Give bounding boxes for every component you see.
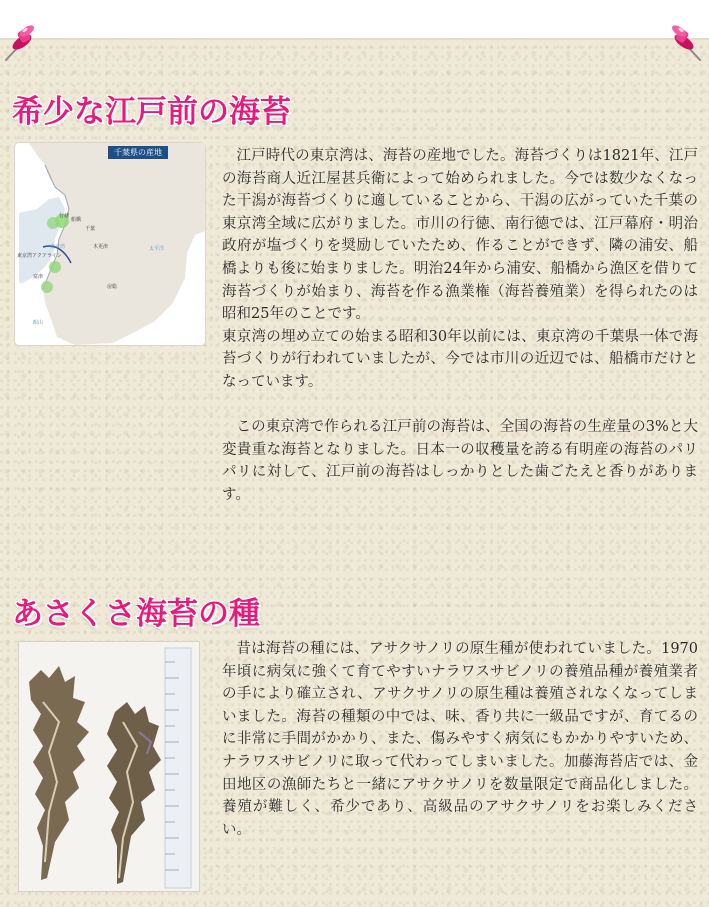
nori-specimen-graphic: [19, 642, 199, 891]
map-label-tokyo-bay: 東京湾: [50, 244, 66, 250]
map-label-boso: 房総: [107, 284, 118, 290]
chiba-map-graphic: [15, 143, 205, 345]
section2-body: [222, 638, 698, 841]
section-heading-rare-edomae-nori: 希少な江戸前の海苔: [12, 94, 291, 130]
paragraph: 昔は海苔の種には、アサクサノリの原生種が使われていました。1970年頃に病気に強くて育てやすいナラワスサビノリの養殖品種が養殖業者の手により確立され、アサクサノリの原生種は養殖されなくなってしまいました。海苔の種類の中では、味、香り共に一級品ですが、育てるのに非常に手間がかかり、また、傷みやすく病気にもかかりやすいため、ナラワスサビノリに取って代わってしまいました。加藤海苔店では、金田地区の漁師たちと一緒にアサクサノリを数量限定で商品化しました。養殖が難しく、希少であり、高級品のアサクサノリをお楽しみください。: [222, 641, 698, 838]
chiba-production-map: [15, 143, 205, 345]
paragraph-gap: [222, 394, 698, 417]
map-title: 千葉県の産地: [108, 146, 168, 159]
asakusa-nori-specimen-photo: [18, 641, 200, 892]
map-label-tateyama: 館山: [33, 320, 44, 326]
map-label-kisarazu: 木更津: [93, 244, 109, 250]
section-heading-asakusa-nori-seed: あさくさ海苔の種: [12, 596, 260, 632]
top-strip-edge: [0, 38, 709, 40]
map-label-funabashi: 船橋: [71, 217, 82, 223]
top-white-strip: [0, 0, 709, 38]
paragraph: 東京湾の埋め立ての始まる昭和30年以前には、東京湾の千葉県一体で海苔づくりが行われていましたが、今では市川の近辺では、船橋市だけとなっています。: [222, 328, 698, 390]
map-label-gyotoku: 行徳: [59, 213, 70, 219]
paragraph: この東京湾で作られる江戸前の海苔は、全国の海苔の生産量の3%と大変貴重な海苔となりました。日本一の収穫量を誇る有明産の海苔のパリパリに対して、江戸前の海苔はしっかりとした歯ごたえと香りがあります。: [222, 419, 698, 503]
pushpin-icon: [668, 24, 704, 64]
map-label-chiba: 千葉: [85, 226, 96, 232]
pushpin-icon: [2, 24, 38, 64]
paragraph: 江戸時代の東京湾は、海苔の産地でした。海苔づくりは1821年、江戸の海苔商人近江屋甚兵衛によって始められました。今では数少なくなった干潟が海苔づくりに適していることから、干潟の広がっていた千葉の東京湾全域に広がりました。市川の行徳、南行徳では、江戸幕府・明治政府が塩づくりを奨励していたため、作ることができず、隣の浦安、船橋よりも後に始まりました。明治24年から浦安、船橋から漁区を借りて海苔づくりが始まり、海苔を作る漁業権（海苔養殖業）を得られたのは昭和25年のことです。: [222, 148, 698, 323]
map-label-pacific: 太平洋: [149, 246, 165, 252]
map-label-aqualine: 東京湾アクアライン: [17, 253, 62, 259]
section1-body: [222, 145, 698, 507]
map-label-futtsu: 富津: [33, 274, 44, 280]
